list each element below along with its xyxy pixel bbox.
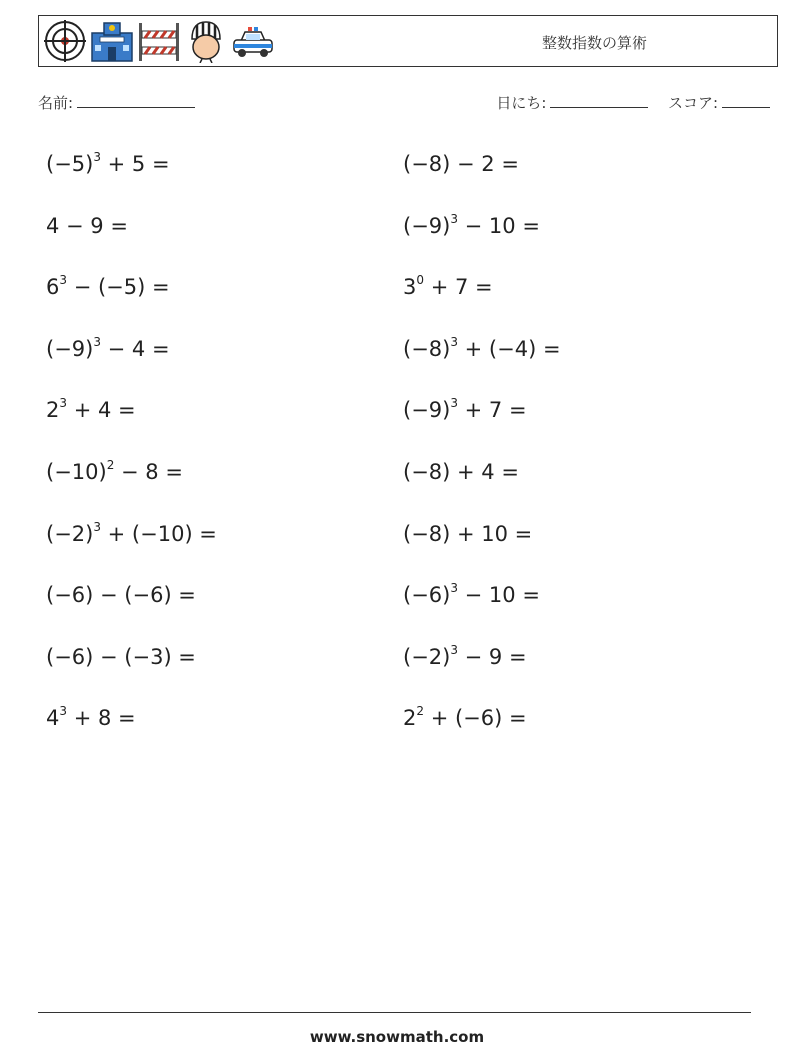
problem-row bbox=[46, 206, 766, 268]
problem-row bbox=[46, 637, 766, 699]
problem-item: $(-6)^3 - 10$ = bbox=[403, 581, 540, 608]
problem-item: 4 − 9 = bbox=[46, 213, 128, 238]
problem-item: (−8) − 2 = bbox=[403, 152, 519, 176]
problem-item: $2^2 + (-6)$ = bbox=[403, 704, 527, 731]
problem-item: (−6) − (−3) = bbox=[46, 644, 196, 669]
problem-item: (−8) + 10 = bbox=[403, 521, 533, 546]
problem-item: $2^3 + 4$ = bbox=[46, 396, 136, 423]
date-blank[interactable] bbox=[550, 93, 648, 108]
problem-row bbox=[46, 514, 766, 576]
score-label: スコア: bbox=[667, 94, 718, 112]
header-icons bbox=[43, 19, 275, 63]
problem-item: $(-8)^3 + (-4)$ = bbox=[403, 334, 561, 361]
problem-row bbox=[46, 575, 766, 637]
problem-item: $6^3 - (-5)$ = bbox=[46, 273, 170, 300]
problem-item: $(-9)^3 + 7$ = bbox=[403, 396, 527, 423]
problem-item: $(-5)^3 + 5$ = bbox=[46, 150, 170, 176]
crosshair-icon bbox=[43, 19, 87, 63]
problem-row bbox=[46, 698, 766, 760]
problem-item: $(-2)^3 + (-10)$ = bbox=[46, 519, 217, 546]
score-blank[interactable] bbox=[722, 93, 770, 108]
problem-item: $(-2)^3 - 9$ = bbox=[403, 642, 527, 669]
footer-url[interactable]: www.snowmath.com bbox=[309, 1028, 485, 1046]
worksheet-header bbox=[38, 15, 778, 67]
problem-item: $3^0 + 7$ = bbox=[403, 273, 493, 300]
problem-grid bbox=[46, 144, 766, 760]
problem-item: (−6) − (−6) = bbox=[46, 583, 196, 608]
problem-item: $(-9)^3 - 4$ = bbox=[46, 334, 170, 361]
problem-item: (−8) + 4 = bbox=[403, 459, 519, 484]
name-label: 名前: bbox=[38, 94, 74, 112]
problem-row bbox=[46, 452, 766, 514]
prisoner-icon bbox=[184, 19, 228, 63]
problem-row bbox=[46, 267, 766, 329]
problem-item: $(-10)^2 - 8$ = bbox=[46, 457, 183, 484]
road-barrier-icon bbox=[137, 19, 181, 63]
problem-row bbox=[46, 144, 766, 206]
name-field bbox=[38, 92, 195, 113]
date-label: 日にち: bbox=[496, 94, 547, 112]
footer-divider bbox=[38, 1012, 751, 1013]
problem-row bbox=[46, 329, 766, 391]
police-station-icon bbox=[90, 19, 134, 63]
problem-item: $4^3 + 8$ = bbox=[46, 704, 136, 731]
worksheet-title: 整数指数の算術 bbox=[541, 34, 647, 52]
problem-row bbox=[46, 390, 766, 452]
problem-item: $(-9)^3 - 10$ = bbox=[403, 211, 540, 238]
name-blank[interactable] bbox=[77, 93, 195, 108]
date-score-fields bbox=[496, 92, 770, 113]
police-car-icon bbox=[231, 19, 275, 63]
